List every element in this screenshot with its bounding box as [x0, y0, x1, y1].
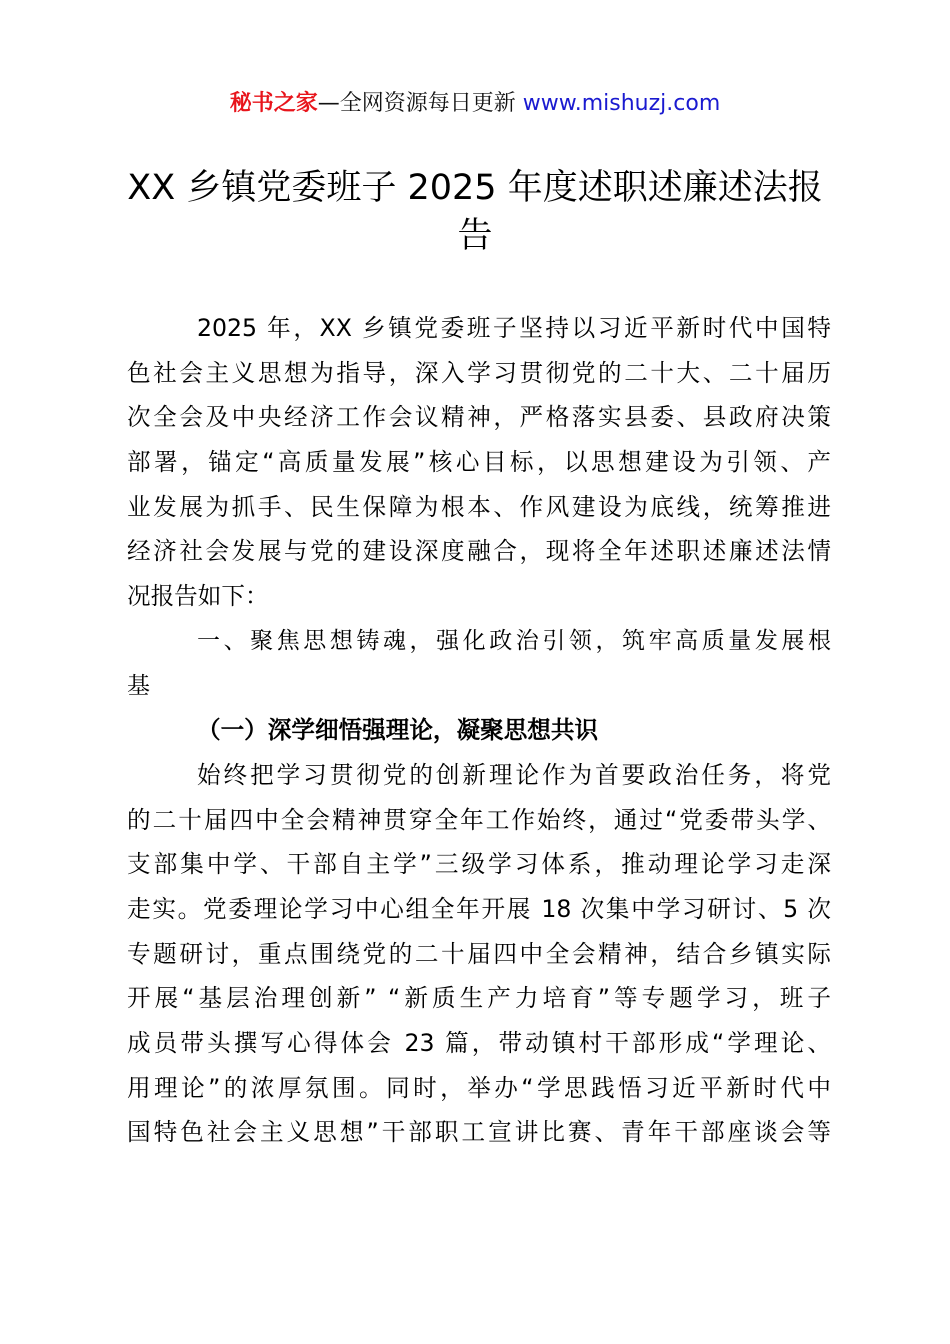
intro-line: 2025 年，XX 乡镇党委班子坚持以习近平新时代中国特: [197, 314, 831, 342]
site-url-link[interactable]: www.mishuzj.com: [522, 91, 721, 116]
intro-line: 业发展为抓手、民生保障为根本、作风建设为底线，统筹推进: [127, 492, 831, 521]
intro-line: 况报告如下：: [127, 582, 269, 611]
paragraph-line: 用理论”的浓厚氛围。同时，举办“学思践悟习近平新时代中: [127, 1073, 831, 1102]
paragraph-line: 成员带头撰写心得体会 23 篇，带动镇村干部形成“学理论、: [127, 1029, 831, 1057]
brand-name: 秘书之家: [229, 91, 318, 116]
paragraph-line: 支部集中学、干部自主学”三级学习体系，推动理论学习走深: [127, 850, 831, 879]
intro-line: 部署，锚定“高质量发展”核心目标，以思想建设为引领、产: [127, 448, 831, 477]
header-tagline: —全网资源每日更新: [317, 91, 523, 116]
document-title: [120, 164, 830, 260]
intro-line: 色社会主义思想为指导，深入学习贯彻党的二十大、二十届历: [127, 358, 831, 387]
paragraph-line: 国特色社会主义思想”干部职工宣讲比赛、青年干部座谈会等: [127, 1118, 831, 1147]
title-line: 告: [457, 216, 493, 256]
document-body: [127, 306, 831, 1155]
section-heading-line: 一、聚焦思想铸魂，强化政治引领，筑牢高质量发展根: [197, 627, 831, 654]
subsection-heading: （一）深学细悟强理论，凝聚思想共识: [197, 716, 599, 745]
paragraph-line: 的二十届四中全会精神贯穿全年工作始终，通过“党委带头学、: [127, 805, 831, 834]
paragraph-line: 始终把学习贯彻党的创新理论作为首要政治任务，将党: [197, 760, 831, 789]
site-header: [0, 88, 950, 120]
paragraph-line: 专题研讨，重点围绕党的二十届四中全会精神，结合乡镇实际: [127, 939, 831, 968]
intro-line: 经济社会发展与党的建设深度融合，现将全年述职述廉述法情: [127, 537, 831, 566]
intro-line: 次全会及中央经济工作会议精神，严格落实县委、县政府决策: [127, 403, 831, 432]
paragraph-line: 开展“基层治理创新” “新质生产力培育”等专题学习，班子: [127, 984, 831, 1013]
paragraph-line: 走实。党委理论学习中心组全年开展 18 次集中学习研讨、5 次: [127, 894, 831, 923]
title-line: XX 乡镇党委班子 2025 年度述职述廉述法报: [127, 168, 823, 208]
section-heading-line: 基: [127, 672, 150, 699]
